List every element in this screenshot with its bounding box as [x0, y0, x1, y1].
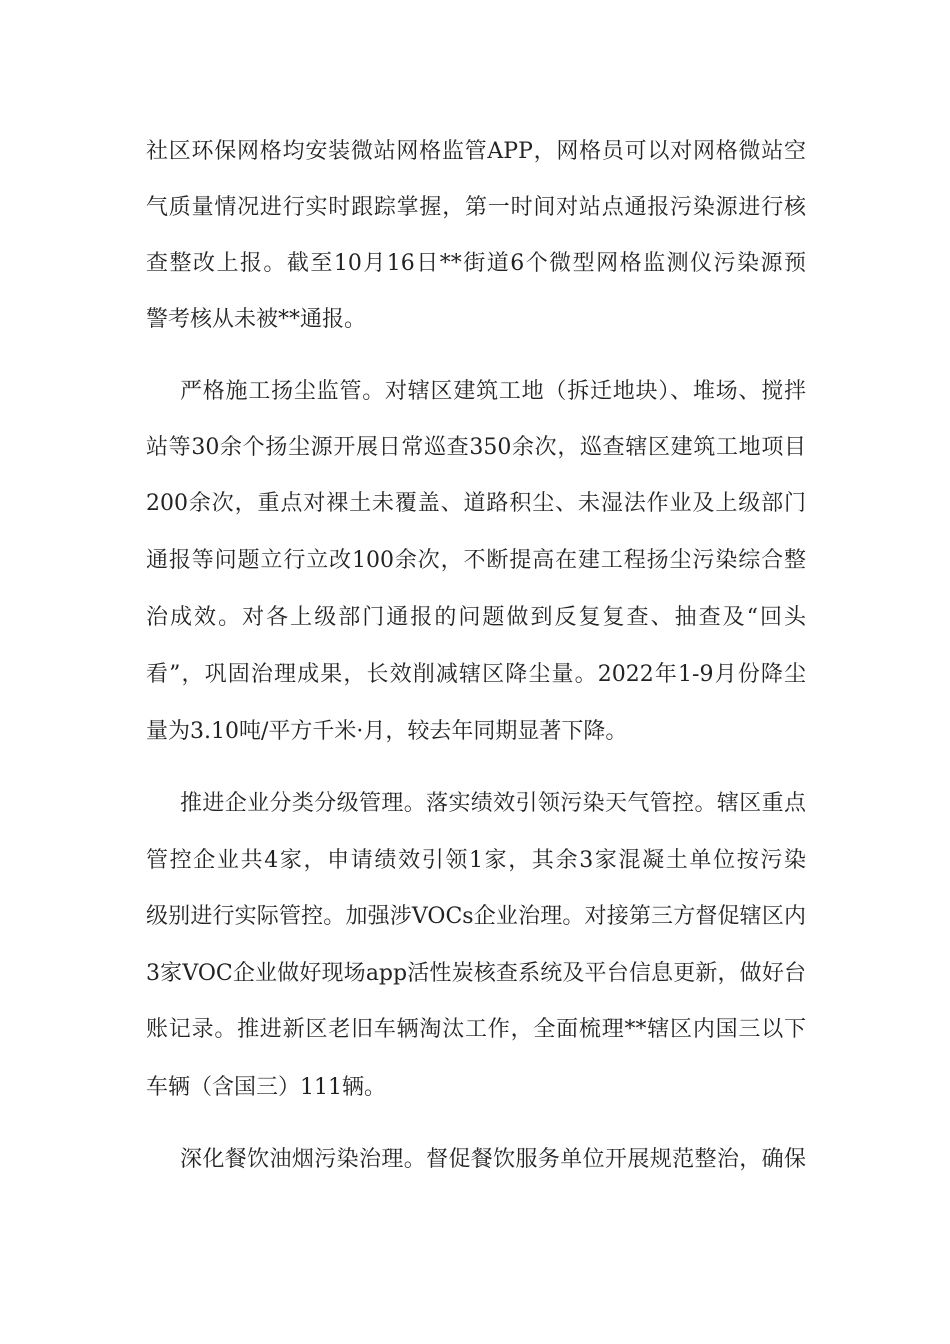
text-line: 警考核从未被**通报。 [146, 307, 367, 332]
text-line: 账记录。推进新区老旧车辆淘汰工作，全面梳理**辖区内国三以下 [146, 1017, 806, 1042]
text-line: 站等30余个扬尘源开展日常巡查350余次，巡查辖区建筑工地项目 [146, 435, 806, 460]
text-line: 管控企业共4家，申请绩效引领1家，其余3家混凝土单位按污染 [146, 848, 806, 873]
text-line: 通报等问题立行立改100余次，不断提高在建工程扬尘污染综合整 [146, 548, 806, 573]
text-line: 严格施工扬尘监管。对辖区建筑工地（拆迁地块）、堆场、搅拌 [180, 379, 806, 404]
text-line: 量为3.10吨/平方千米·月，较去年同期显著下降。 [146, 719, 628, 744]
text-line: 深化餐饮油烟污染治理。督促餐饮服务单位开展规范整治，确保 [180, 1147, 806, 1172]
text-line: 200余次，重点对裸土未覆盖、道路积尘、未湿法作业及上级部门 [146, 491, 806, 516]
text-line: 气质量情况进行实时跟踪掌握，第一时间对站点通报污染源进行核 [146, 195, 806, 220]
text-line: 推进企业分类分级管理。落实绩效引领污染天气管控。辖区重点 [180, 791, 806, 816]
text-line: 治成效。对各上级部门通报的问题做到反复复查、抽查及“回头 [146, 605, 806, 630]
text-line: 查整改上报。截至10月16日**街道6个微型网格监测仪污染源预 [146, 251, 806, 276]
text-line: 3家VOC企业做好现场app活性炭核查系统及平台信息更新，做好台 [146, 961, 806, 986]
text-line: 车辆（含国三）111辆。 [146, 1075, 386, 1100]
text-line: 级别进行实际管控。加强涉VOCs企业治理。对接第三方督促辖区内 [146, 904, 806, 929]
text-line: 社区环保网格均安装微站网格监管APP，网格员可以对网格微站空 [146, 139, 806, 164]
text-line: 看”，巩固治理成果，长效削减辖区降尘量。2022年1-9月份降尘 [146, 662, 806, 687]
